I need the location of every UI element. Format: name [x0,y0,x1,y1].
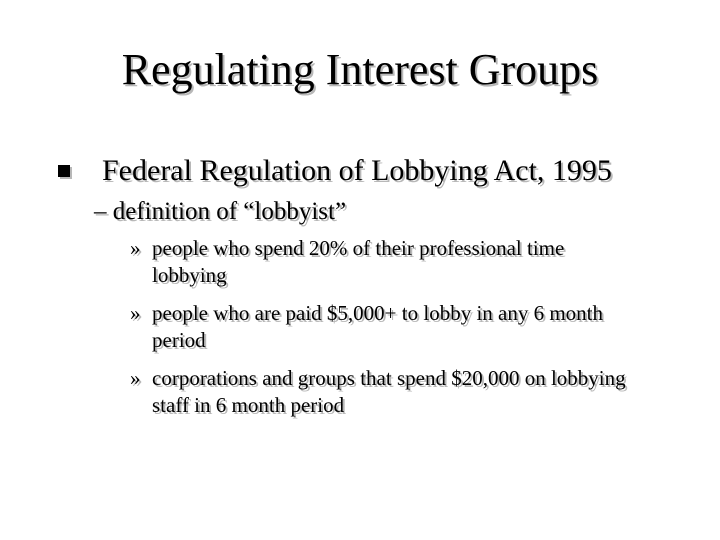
sub-sub-bullet-text: people who are paid $5,000+ to lobby in any 6 month period [152,301,604,352]
sub-bullet-item [94,196,694,228]
dash-marker: – [94,198,107,225]
sub-sub-bullet-text: people who spend 20% of their professional time lobbying [152,236,565,287]
slide-title: Regulating Interest Groups [121,45,599,94]
sub-bullet-text: definition of “lobbyist” [112,198,347,225]
guillemet-marker: » [130,301,141,325]
sub-sub-bullet-item [130,365,630,419]
sub-sub-bullet-item [130,300,630,354]
sub-sub-bullet-text: corporations and groups that spend $20,000 on lobbying staff in 6 month period [152,366,626,417]
guillemet-marker: » [130,236,141,260]
square-bullet-icon [58,165,70,177]
guillemet-marker: » [130,366,141,390]
bullet-text: Federal Regulation of Lobbying Act, 1995 [102,154,612,187]
sub-sub-bullet-item [130,235,630,289]
